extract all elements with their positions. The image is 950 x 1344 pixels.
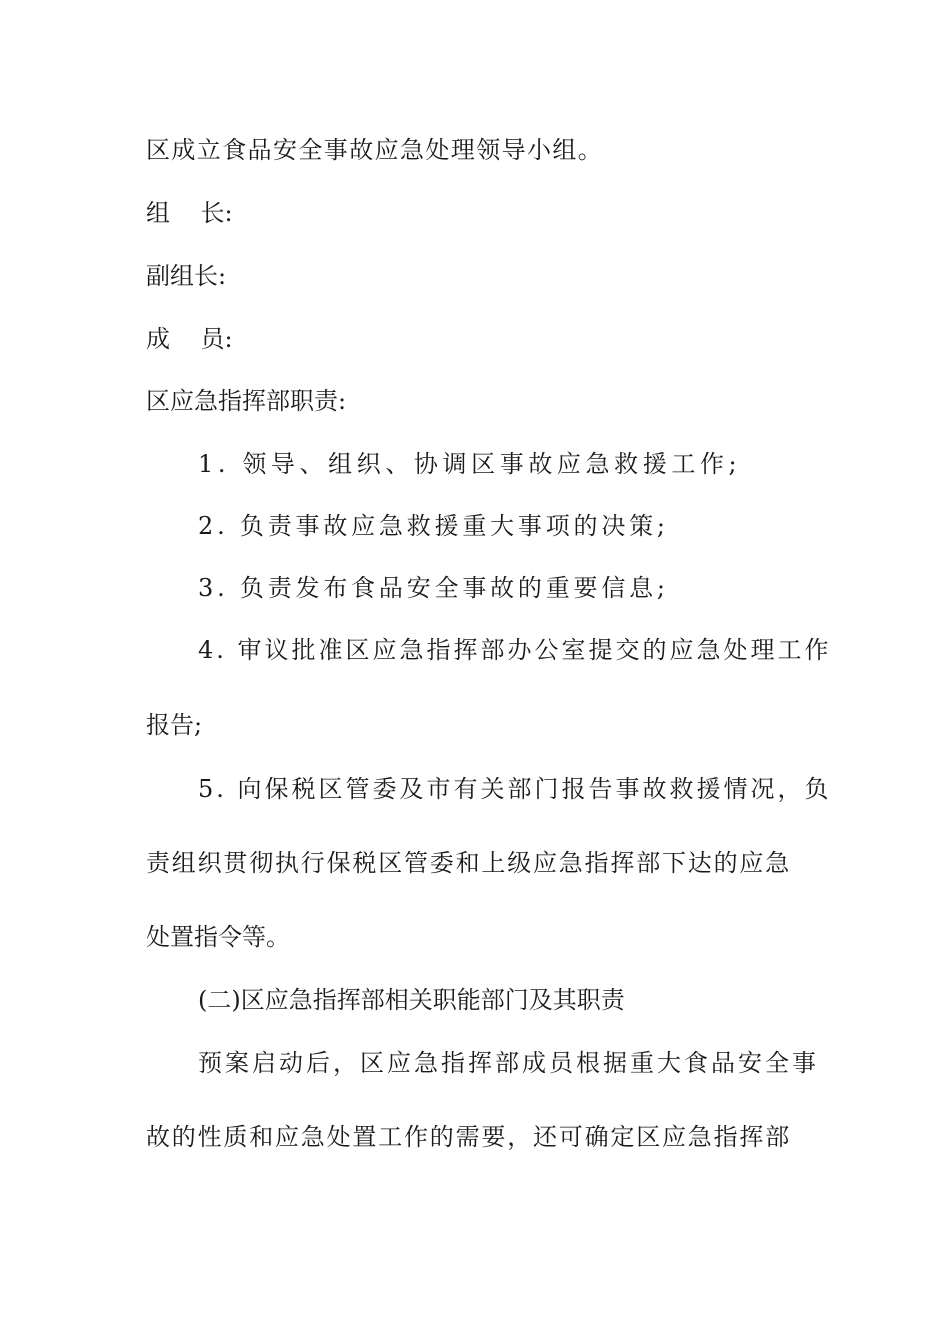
list-item-continuation: 责组织贯彻执行保税区管委和上级应急指挥部下达的应急 (146, 849, 791, 877)
list-item: 4. 审议批准区应急指挥部办公室提交的应急处理工作 (198, 636, 832, 664)
paragraph-line: 区成立食品安全事故应急处理领导小组。 (146, 136, 604, 164)
list-item: 5. 向保税区管委及市有关部门报告事故救援情况，负 (198, 775, 832, 803)
field-label-deputy-leader: 副组长: (146, 262, 227, 290)
field-label-members: 成 员: (146, 325, 233, 353)
list-item: 3. 负责发布食品安全事故的重要信息; (198, 574, 669, 602)
list-item-continuation: 处置指令等。 (146, 923, 290, 951)
section-heading: 区应急指挥部职责: (146, 387, 347, 415)
paragraph-line: 预案启动后，区应急指挥部成员根据重大食品安全事 (198, 1049, 819, 1077)
paragraph-line: 故的性质和应急处置工作的需要，还可确定区应急指挥部 (146, 1123, 791, 1151)
list-item: 1. 领导、组织、协调区事故应急救援工作; (198, 450, 742, 478)
list-item-continuation: 报告; (146, 711, 203, 739)
field-label-leader: 组 长: (146, 199, 233, 227)
list-item: 2. 负责事故应急救援重大事项的决策; (198, 512, 669, 540)
subsection-heading: (二)区应急指挥部相关职能部门及其职责 (198, 986, 625, 1014)
